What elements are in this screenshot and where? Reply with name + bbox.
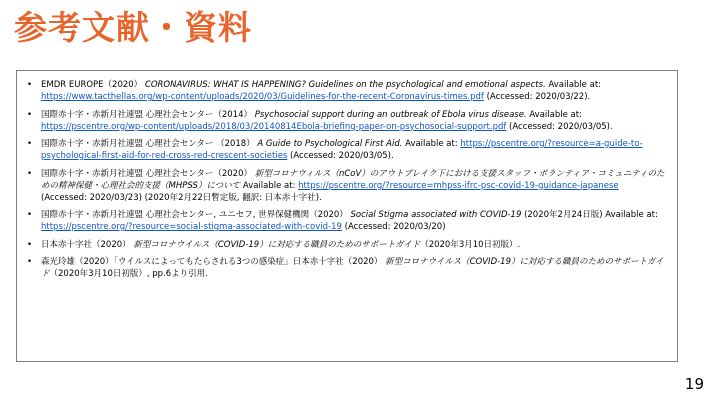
bullet-icon: • (27, 239, 33, 250)
bullet-icon: • (27, 210, 33, 220)
reference-author: 森光玲雄（2020）「ウイルスによってもたらされる3つの感染症」日本赤十字社（2020） (41, 257, 386, 267)
reference-edition: （2020年3月10日初版）, pp.6より引用. (49, 269, 208, 279)
reference-author: 国際赤十字・赤新月社連盟 心理社会センター, ユニセフ, 世界保健機関（2020） (41, 210, 351, 220)
bullet-icon: • (27, 257, 33, 267)
reference-item (25, 138, 667, 162)
reference-link[interactable]: https://pscentre.org/?resource=a-guide-to-psychological-first-aid-for-red-cross-red-crescent-societies (41, 139, 643, 161)
reference-author: 国際赤十字・赤新月社連盟 心理社会センター （2018） (41, 139, 258, 149)
bullet-icon: • (27, 109, 33, 120)
reference-link[interactable]: https://pscentre.org/?resource=mhpss-ifrc-psc-covid-19-guidance-japanese (298, 180, 619, 191)
reference-item (25, 109, 667, 133)
reference-author: 日本赤十字社（2020） (41, 239, 134, 250)
reference-title: CORONAVIRUS: WHAT IS HAPPENING? Guidelines on the psychological and emotional aspects. (144, 80, 546, 90)
reference-available: (2020年2月24日版) Available at: (521, 210, 658, 220)
page-number: 19 (684, 375, 704, 393)
reference-item (25, 256, 667, 280)
reference-author: 国際赤十字・赤新月社連盟 心理社会センター（2020） (41, 168, 255, 179)
reference-link[interactable]: https://pscentre.org/?resource=social-stigma-associated-with-covid-19 (41, 222, 342, 232)
reference-available: Available at: (526, 109, 582, 120)
reference-item (25, 79, 667, 103)
reference-title: 新型コロナウイルス（COVID-19）に対応する職員のためのサポートガイド (41, 257, 664, 279)
reference-link[interactable]: https://www.tacthellas.org/wp-content/uploads/2020/03/Guidelines-for-the-recent-Coronavirus-times.pdf (41, 92, 484, 102)
reference-accessed: (Accessed: 2020/03/05). (287, 151, 394, 161)
reference-item (25, 168, 667, 204)
reference-available: Available at: (545, 80, 602, 90)
bullet-icon: • (27, 168, 33, 179)
reference-accessed: (Accessed: 2020/03/23) (2020年2月22日暫定版, 翻訳: 日本赤十字社). (41, 192, 322, 203)
reference-available: Available at: (402, 139, 461, 149)
reference-title: Social Stigma associated with COVID-19 (350, 210, 522, 220)
reference-title: 新型コロナウィルス（nCoV）のアウトブレイク下における支援スタッフ・ボランティア・コミュニティのための精神保健・心理社会的支援（MHPSS）について (41, 168, 665, 191)
reference-accessed: (Accessed: 2020/03/22). (483, 92, 591, 102)
slide-title: 参考文献・資料 (14, 8, 252, 47)
reference-edition: （2020年3月10日初版）. (420, 239, 521, 250)
reference-accessed: (Accessed: 2020/03/05). (506, 121, 613, 132)
reference-title: 新型コロナウイルス（COVID-19）に対応する職員のためのサポートガイド (133, 239, 421, 250)
reference-item (25, 239, 667, 251)
reference-available: Available at: (240, 180, 299, 191)
bullet-icon: • (27, 80, 33, 90)
reference-item (25, 209, 667, 233)
reference-title: Psychosocial support during an outbreak of Ebola virus disease. (254, 109, 527, 120)
reference-link[interactable]: https://pscentre.org/wp-content/uploads/2018/03/20140814Ebola-briefing-paper-on-psychosocial-support.pdf (41, 121, 507, 132)
reference-author: EMDR EUROPE（2020） (41, 80, 145, 90)
reference-title: A Guide to Psychological First Aid. (257, 139, 403, 149)
references-box (16, 70, 678, 362)
reference-author: 国際赤十字・赤新月社連盟 心理社会センター（2014） (41, 109, 255, 120)
reference-accessed: (Accessed: 2020/03/20) (341, 222, 446, 232)
reference-list (25, 79, 667, 280)
bullet-icon: • (27, 139, 33, 149)
